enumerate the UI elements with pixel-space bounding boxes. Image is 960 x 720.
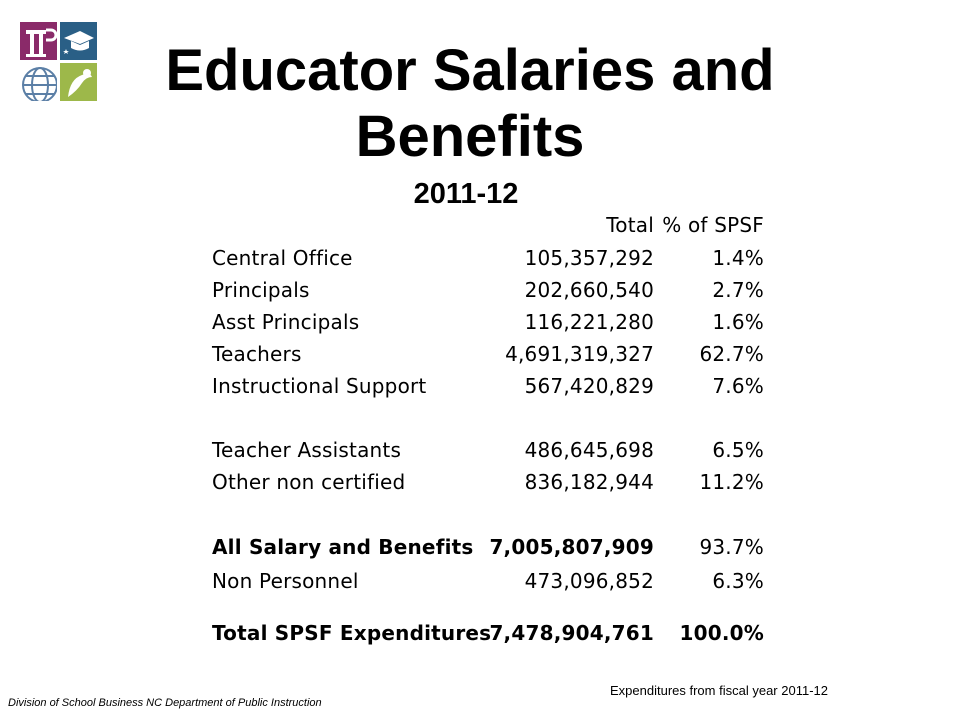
row-label: Principals [212,278,310,302]
row-pct: 7.6% [712,374,764,398]
row-label: Teacher Assistants [212,438,402,462]
row-label: Asst Principals [212,310,360,334]
ncdpi-logo [20,22,98,102]
logo-pillar-icon [20,22,57,60]
table-row [212,243,772,273]
page-title: Educator Salaries and Benefits [165,38,775,169]
logo-globe-icon [20,63,57,101]
page-subtitle-year: 2011-12 [413,178,519,210]
row-label: Total SPSF Expenditures [212,621,492,645]
row-total: 7,005,807,909 [489,535,654,559]
table-row [212,275,772,305]
row-label: Teachers [212,342,302,366]
footer-attribution: Division of School Business NC Department of Public Instruction [8,697,322,709]
logo-leaf-icon [60,63,97,101]
table-row [212,339,772,369]
row-pct: 62.7% [699,342,764,366]
table-header-row [212,210,772,240]
row-total: 202,660,540 [524,278,654,302]
row-pct: 93.7% [699,535,764,559]
row-total: 116,221,280 [524,310,654,334]
row-pct: 1.6% [712,310,764,334]
row-total: 105,357,292 [524,246,654,270]
row-total: 4,691,319,327 [505,342,654,366]
row-label: Central Office [212,246,353,270]
row-pct: 100.0% [679,621,764,645]
row-pct: 11.2% [699,470,764,494]
row-label: Other non certified [212,470,406,494]
row-total: 836,182,944 [524,470,654,494]
row-label: Non Personnel [212,569,359,593]
row-label: Instructional Support [212,374,427,398]
row-total: 567,420,829 [524,374,654,398]
logo-graduation-cap-icon [60,22,97,60]
row-pct: 6.3% [712,569,764,593]
footer-note: Expenditures from fiscal year 2011-12 [610,683,828,698]
table-row [212,435,772,465]
header-total: Total [606,213,654,237]
table-row [212,371,772,401]
row-total: 473,096,852 [524,569,654,593]
table-row [212,467,772,497]
table-row-grand-total [212,618,772,648]
row-pct: 6.5% [712,438,764,462]
row-total: 7,478,904,761 [489,621,654,645]
row-pct: 1.4% [712,246,764,270]
row-pct: 2.7% [712,278,764,302]
table-row [212,307,772,337]
row-label: All Salary and Benefits [212,535,474,559]
table-row-subtotal [212,532,772,562]
header-pct: % of SPSF [662,213,764,237]
table-row [212,566,772,596]
row-total: 486,645,698 [524,438,654,462]
